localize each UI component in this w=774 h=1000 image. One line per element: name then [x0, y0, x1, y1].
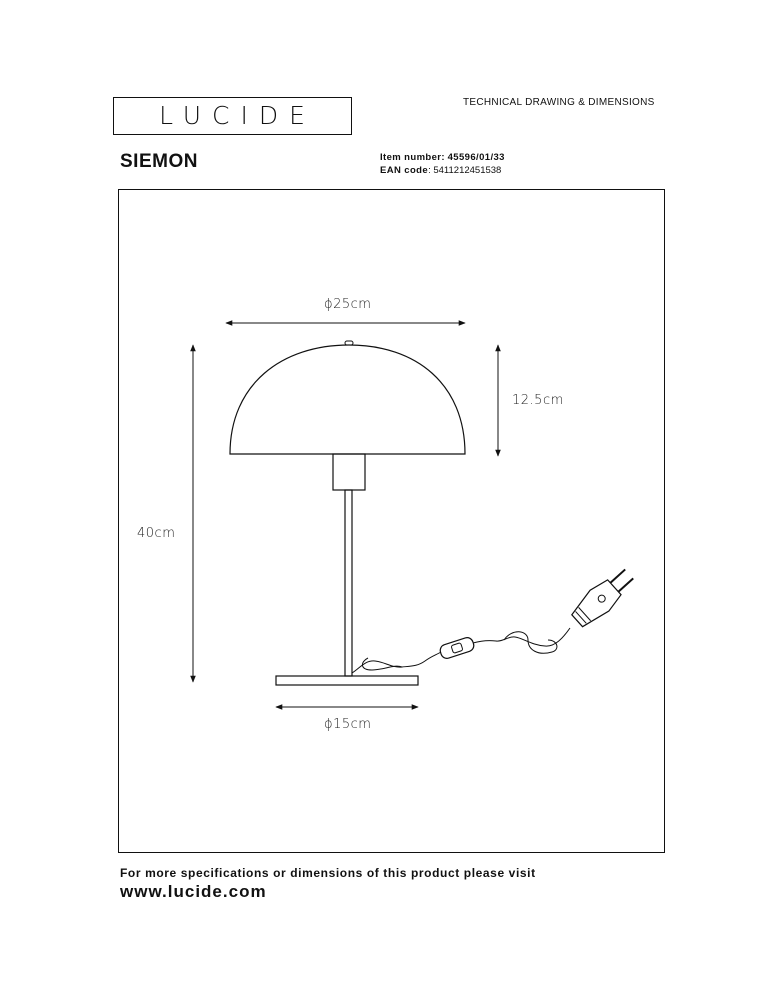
document-title: TECHNICAL DRAWING & DIMENSIONS: [463, 97, 655, 108]
total-height-label: 40cm: [137, 526, 176, 541]
ean-code-label: EAN code: [380, 165, 429, 176]
ean-code-value: : 5411212451538: [428, 165, 502, 176]
shade-height-label: 12.5cm: [512, 393, 564, 408]
cable-loop-1: [362, 658, 402, 670]
product-name: SIEMON: [120, 151, 198, 172]
lamp-stem: [345, 490, 352, 676]
base-diameter-label: ϕ15cm: [324, 717, 372, 732]
item-number-label: Item number:: [380, 152, 445, 163]
power-plug: [568, 563, 639, 631]
lamp-socket: [333, 454, 365, 490]
item-number-value: 45596/01/33: [447, 152, 505, 163]
footer-info-text: For more specifications or dimensions of this product please visit: [120, 866, 536, 880]
brand-logo-text: LUCIDE: [159, 101, 316, 130]
footer-website-link[interactable]: www.lucide.com: [120, 882, 267, 901]
shade-diameter-label: ϕ25cm: [324, 297, 372, 312]
lamp-base: [276, 676, 418, 685]
inline-switch: [439, 636, 476, 660]
lamp-shade: [230, 345, 465, 454]
